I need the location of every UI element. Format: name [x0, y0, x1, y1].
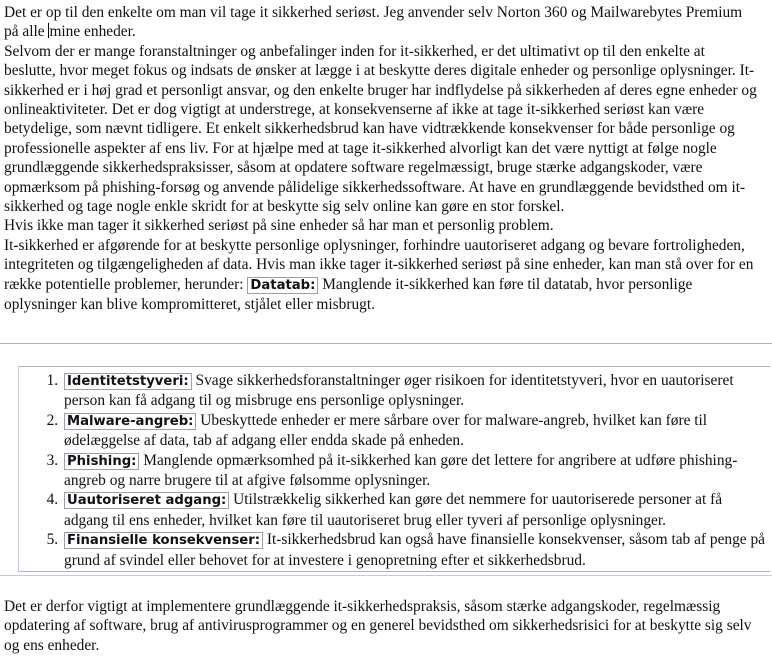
paragraph-responsibility: Selvom der er mange foranstaltninger og anbefalinger inden for it-sikkerhed, er det ultimativt op til den enkelte at beslutte, hvor meget fokus og indsats de ønsker at lægge i at beskytte deres digitale enheder og personlige oplysninger. It-sikkerhed er i høj grad et personligt ansvar, og den enkelte bruger har indflydelse på sikkerheden af deres egne enheder og onlineaktiviteter. Det er dog vigtigt at understrege, at konsekvenserne af ikke at tage it-sikkerhed seriøst kan være betydelige, som nævnt tidligere. Et enkelt sikkerhedsbrud kan have vidtrækkende konsekvenser for både personlige og professionelle aspekter af ens liv. For at hjælpe med at tage it-sikkerhed alvorligt kan det være nyttigt at følge nogle grundlæggende sikkerhedspraksisser, såsom at opdatere software regelmæssigt, bruge stærke adgangskoder, være opmærksom på phishing-forsøg og anvende pålidelige sikkerhedssoftware. At have en grundlæggende bevidsthed om it-sikkerhed og tage nogle enkle skridt for at beskytte sig selv online kan gøre en stor forskel. — [4, 42, 757, 216]
list-item — [62, 530, 770, 570]
list-item-term: Identitetstyveri: — [64, 373, 192, 390]
list-item — [62, 411, 770, 451]
risk-list — [19, 371, 770, 570]
paragraph-personal-problem: Hvis ikke man tager it sikkerhed seriøst på sine enheder så har man et personlig problem. — [4, 217, 554, 235]
document-section-conclusion — [0, 575, 772, 662]
term-datatab: Datatab: — [247, 277, 318, 294]
list-item — [62, 490, 770, 530]
list-item-text: It-sikkerhedsbrud kan også have finansielle konsekvenser, såsom tab af penge på grund af svindel eller behovet for at investere i genopretning efter et sikkerhedsbrud. — [64, 531, 766, 569]
list-item-term: Finansielle konsekvenser: — [64, 532, 263, 549]
list-item-term: Uautoriseret adgang: — [64, 492, 229, 509]
list-item-text: Ubeskyttede enheder er mere sårbare over for malware-angreb, hvilket kan føre til ødelæggelse af data, tab af adgang eller endda skade på enheden. — [64, 411, 708, 450]
risk-list-section — [18, 366, 770, 572]
list-item-text: Svage sikkerhedsforanstaltninger øger risikoen for identitetstyveri, hvor en uautoriseret person kan få adgang til og misbruge ens personlige oplysninger. — [64, 372, 734, 410]
list-item-term: Phishing: — [64, 453, 139, 470]
list-item-text: Manglende opmærksomhed på it-sikkerhed kan gøre det lettere for angribere at udføre phishing-angreb og narre brugere til at afgive følsomme oplysninger. — [64, 451, 738, 490]
list-item-term: Malware-angreb: — [64, 413, 196, 430]
list-item — [62, 451, 770, 491]
list-item — [62, 371, 770, 411]
paragraph-antivirus: Det er op til den enkelte om man vil tage it sikkerhed seriøst. Jeg anvender selv Norton 360 og Mailwarebytes Premium på alle mine enheder. — [4, 4, 743, 41]
paragraph-conclusion: Det er derfor vigtigt at implementere grundlæggende it-sikkerhedspraksis, såsom stærke adgangskoder, regelmæssig opdatering af software, brug af antivirusprogrammer og en generel bevidsthed om sikkerhedsrisici for at beskytte sig selv og ens enheder. — [4, 598, 752, 654]
list-item-text: Utilstrækkelig sikkerhed kan gøre det nemmere for uautoriserede personer at få adgang til ens enheder, hvilket kan føre til uautoriseret brug eller tyveri af personlige oplysninger. — [64, 491, 723, 529]
paragraph-importance: It-sikkerhed er afgørende for at beskytte personlige oplysninger, forhindre uautoriseret adgang og bevare fortroligheden, integriteten og tilgængeligheden af data. Hvis man ikke tager it-sikkerhed seriøst på sine enheder, kan man stå over for en række potentielle problemer, herunder: Datatab: Manglende it-sikkerhed kan føre til datatab, hvor personlige oplysninger kan blive kompromitteret, stjålet eller misbrugt. — [4, 236, 754, 314]
